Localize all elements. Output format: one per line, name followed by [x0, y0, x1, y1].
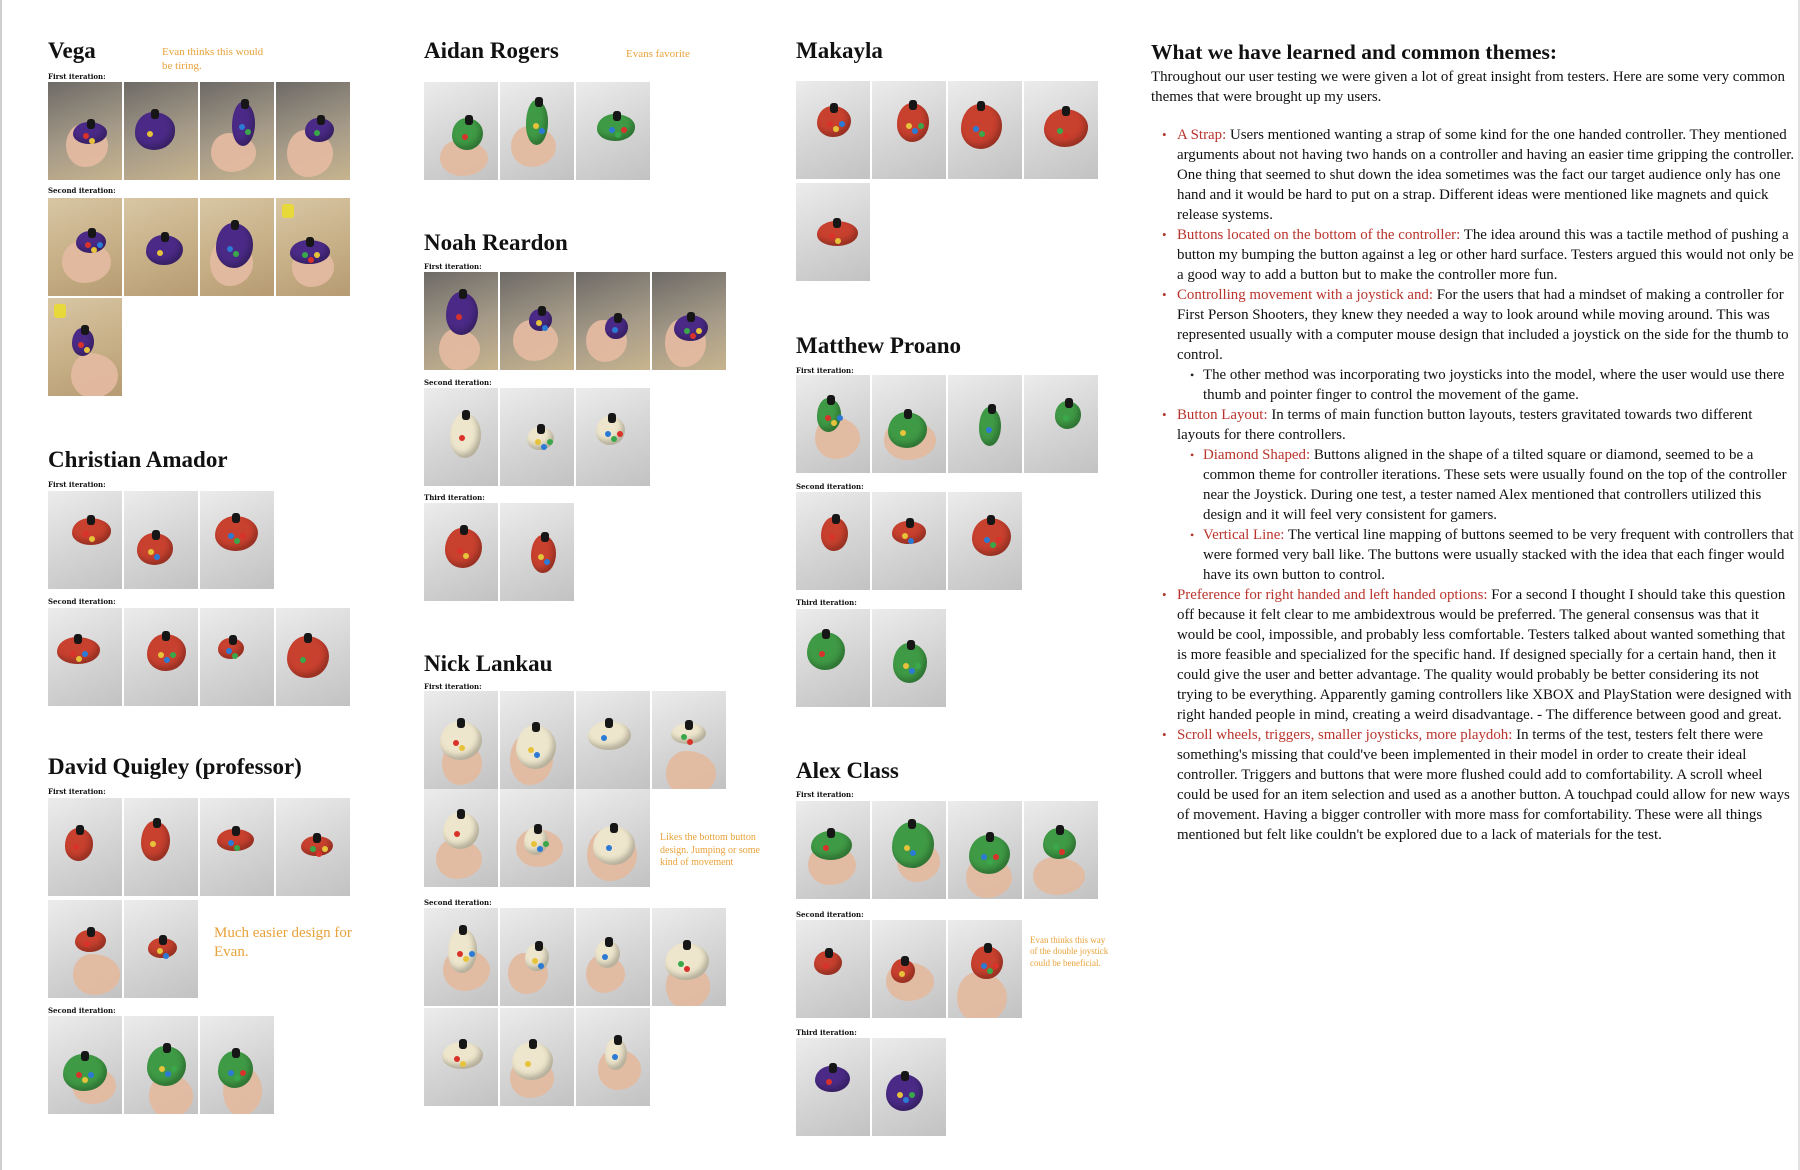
joystick-knob: [534, 824, 542, 834]
theme-text: For the users that had a mindset of making a controller for First Person Shooters, they knew they needed a way to look around while moving around. This was represented usually with a computer mouse design that included a joystick on the side for the thumb to control.: [1177, 287, 1789, 363]
user-test-photo: [796, 609, 870, 707]
theme-text: In terms of main function button layouts, testers gravitated towards two different layouts for there controllers.: [1177, 407, 1753, 443]
user-test-photo: [796, 492, 870, 590]
user-test-photo: [124, 798, 198, 896]
user-test-photo: [500, 908, 574, 1006]
joystick-knob: [306, 237, 314, 247]
button-dot: [232, 653, 238, 659]
button-dot: [819, 651, 825, 657]
user-test-photo: [200, 1016, 274, 1114]
joystick-knob: [541, 532, 549, 542]
button-dot: [1059, 849, 1065, 855]
joystick-knob: [687, 312, 695, 322]
joystick-knob: [81, 325, 89, 335]
joystick-knob: [1065, 398, 1073, 408]
joystick-knob: [462, 410, 470, 420]
joystick-knob: [88, 228, 96, 238]
joystick-knob: [529, 1039, 537, 1049]
joystick-knob: [87, 119, 95, 129]
theme-item: [1177, 285, 1795, 405]
button-dot: [987, 968, 993, 974]
joystick-knob: [535, 97, 543, 107]
button-dot: [314, 252, 320, 258]
hand-shape: [73, 954, 120, 994]
user-test-photo: [796, 183, 870, 281]
alex-note: Evan thinks this way of the double joystick could be beneficial.: [1030, 935, 1109, 968]
joystick-knob: [81, 1051, 89, 1061]
user-test-photo: [872, 1038, 946, 1136]
joystick-knob: [304, 633, 312, 643]
button-dot: [696, 328, 702, 334]
theme-label: Controlling movement with a joystick and:: [1177, 287, 1434, 303]
joystick-knob: [909, 100, 917, 110]
alex-second-iteration-label: Second iteration:: [796, 910, 864, 919]
user-test-photo: [200, 491, 274, 589]
user-test-photo: [796, 375, 870, 473]
user-test-photo: [200, 608, 274, 706]
user-test-photo: [576, 908, 650, 1006]
theme-label: Scroll wheels, triggers, smaller joysticks, more playdoh:: [1177, 727, 1513, 743]
joystick-knob: [163, 1043, 171, 1053]
button-dot: [687, 739, 693, 745]
joystick-knob: [906, 518, 914, 528]
joystick-knob: [161, 232, 169, 242]
button-dot: [539, 128, 545, 134]
button-dot: [70, 651, 76, 657]
joystick-knob: [829, 1063, 837, 1073]
joystick-knob: [153, 818, 161, 828]
theme-label: Preference for right handed and left handed options:: [1177, 587, 1488, 603]
button-dot: [981, 963, 987, 969]
joystick-knob: [313, 833, 321, 843]
user-test-photo: [796, 801, 870, 899]
tester-name-vega: Vega: [48, 38, 96, 63]
joystick-knob: [988, 404, 996, 414]
joystick-knob: [232, 1048, 240, 1058]
joystick-knob: [459, 289, 467, 299]
joystick-knob: [908, 819, 916, 829]
hand-shape: [1033, 857, 1085, 895]
joystick-knob: [901, 956, 909, 966]
button-dot: [147, 131, 153, 137]
joystick-knob: [901, 1071, 909, 1081]
user-test-photo: [424, 789, 498, 887]
user-test-photo: [652, 691, 726, 789]
button-dot: [157, 948, 163, 954]
button-dot: [159, 1066, 165, 1072]
david-first-iteration-label: First iteration:: [48, 787, 106, 796]
joystick-knob: [827, 395, 835, 405]
david-note: Much easier design for Evan.: [214, 925, 352, 960]
joystick-knob: [457, 718, 465, 728]
tester-name-david: David Quigley (professor): [48, 754, 302, 779]
user-test-photo: [500, 691, 574, 789]
button-dot: [611, 436, 617, 442]
user-test-photo: [576, 82, 650, 180]
joystick-knob: [825, 948, 833, 958]
joystick-knob: [683, 940, 691, 950]
left-page-edge: [0, 0, 2, 1170]
themes-title: What we have learned and common themes:: [1151, 40, 1558, 64]
button-dot: [454, 831, 460, 837]
user-test-photo: [872, 375, 946, 473]
theme-subtext: Buttons aligned in the shape of a tilted square or diamond, seemed to be a common theme for controller iterations. These sets were usually found on the top of the controller near the Joystick. During one test, a tester named Alex mentioned that controllers utilized this design and it will feel very consistent for gamers.: [1203, 447, 1787, 523]
button-dot: [918, 123, 924, 129]
button-dot: [606, 845, 612, 851]
theme-subitem: [1203, 445, 1795, 525]
user-test-photo: [872, 801, 946, 899]
button-dot: [902, 533, 908, 539]
button-dot: [163, 953, 169, 959]
joystick-knob: [152, 530, 160, 540]
user-test-photo: [500, 82, 574, 180]
button-dot: [234, 1075, 240, 1081]
button-dot: [1053, 844, 1059, 850]
joystick-knob: [459, 925, 467, 935]
tester-name-matthew: Matthew Proano: [796, 333, 962, 358]
button-dot: [986, 427, 992, 433]
joystick-knob: [822, 629, 830, 639]
user-test-photo: [124, 900, 198, 998]
user-test-photo: [424, 691, 498, 789]
playdoh-cup: [282, 204, 294, 218]
vega-note: Evan thinks this would be tiring.: [162, 46, 264, 72]
user-test-photo: [124, 491, 198, 589]
alex-first-iteration-label: First iteration:: [796, 790, 854, 799]
matthew-second-iteration-label: Second iteration:: [796, 482, 864, 491]
tester-name-christian: Christian Amador: [48, 447, 228, 472]
theme-sublist: [1177, 445, 1795, 585]
button-dot: [993, 963, 999, 969]
joystick-knob: [614, 1035, 622, 1045]
user-test-photo: [500, 272, 574, 370]
button-dot: [233, 251, 239, 257]
theme-label: Buttons located on the bottom of the controller:: [1177, 227, 1461, 243]
joystick-knob: [229, 635, 237, 645]
user-test-photo: [948, 81, 1022, 179]
user-test-photo: [1024, 81, 1098, 179]
joystick-knob: [830, 103, 838, 113]
joystick-knob: [610, 823, 618, 833]
joystick-knob: [241, 99, 249, 109]
joystick-knob: [87, 927, 95, 937]
joystick-knob: [987, 515, 995, 525]
button-dot: [457, 548, 463, 554]
theme-item: [1177, 225, 1795, 285]
button-dot: [826, 1079, 832, 1085]
joystick-knob: [232, 513, 240, 523]
theme-item: [1177, 725, 1795, 845]
matthew-first-iteration-label: First iteration:: [796, 366, 854, 375]
nick-note: Likes the bottom button design. Jumping or some kind of movement: [660, 832, 760, 868]
user-test-photo: [424, 272, 498, 370]
button-dot: [154, 554, 160, 560]
user-test-photo: [48, 491, 122, 589]
user-test-photo: [1024, 375, 1098, 473]
joystick-knob: [231, 220, 239, 230]
nick-first-iteration-label: First iteration:: [424, 682, 482, 691]
tester-name-makayla: Makayla: [796, 38, 883, 63]
hand-shape: [957, 972, 1007, 1018]
user-test-photo: [500, 789, 574, 887]
joystick-knob: [537, 424, 545, 434]
joystick-knob: [833, 218, 841, 228]
joystick-knob: [151, 109, 159, 119]
button-dot: [528, 747, 534, 753]
user-test-photo: [500, 1008, 574, 1106]
user-test-photo: [576, 388, 650, 486]
button-dot: [82, 651, 88, 657]
user-test-photo: [652, 272, 726, 370]
joystick-knob: [984, 943, 992, 953]
user-test-photo: [948, 920, 1022, 1018]
playdoh-cup: [54, 304, 66, 318]
user-test-photo: [424, 503, 498, 601]
user-test-photo: [124, 1016, 198, 1114]
user-test-photo: [200, 82, 274, 180]
joystick-knob: [1056, 825, 1064, 835]
theme-subtext: The vertical line mapping of buttons seemed to be very frequent with controllers that were formed very ball like. The buttons were usually stacked with the idea that each finger would have its own button to control.: [1203, 527, 1794, 583]
david-second-iteration-label: Second iteration:: [48, 1006, 116, 1015]
user-test-photo: [576, 789, 650, 887]
button-dot: [308, 257, 314, 263]
user-test-photo: [200, 198, 274, 296]
tester-name-noah: Noah Reardon: [424, 230, 568, 255]
joystick-knob: [317, 115, 325, 125]
user-test-photo: [948, 375, 1022, 473]
user-test-photo: [796, 81, 870, 179]
button-dot: [227, 246, 233, 252]
theme-label: A Strap:: [1177, 127, 1227, 143]
user-test-photo: [124, 82, 198, 180]
button-dot: [525, 1061, 531, 1067]
button-dot: [462, 134, 468, 140]
button-dot: [612, 1054, 618, 1060]
button-dot: [900, 430, 906, 436]
theme-subitem: [1203, 525, 1795, 585]
button-dot: [456, 314, 462, 320]
button-dot: [457, 951, 463, 957]
user-test-photo: [576, 1008, 650, 1106]
joystick-knob: [538, 306, 546, 316]
noah-third-iteration-label: Third iteration:: [424, 493, 485, 502]
joystick-knob: [87, 515, 95, 525]
user-test-photo: [200, 798, 274, 896]
button-dot: [684, 328, 690, 334]
matthew-third-iteration-label: Third iteration:: [796, 598, 857, 607]
button-dot: [150, 841, 156, 847]
user-test-photo: [948, 492, 1022, 590]
tester-name-aidan: Aidan Rogers: [424, 38, 559, 63]
vega-second-iteration-label: Second iteration:: [48, 186, 116, 195]
theme-sublist: [1177, 365, 1795, 405]
user-test-photo: [124, 198, 198, 296]
theme-label: Button Layout:: [1177, 407, 1268, 423]
user-test-photo: [48, 82, 122, 180]
hand-shape: [666, 751, 715, 789]
joystick-knob: [977, 101, 985, 111]
theme-sublabel: Diamond Shaped:: [1203, 447, 1311, 463]
aidan-note: Evans favorite: [626, 48, 690, 60]
button-dot: [469, 951, 475, 957]
joystick-knob: [608, 413, 616, 423]
button-dot: [463, 956, 469, 962]
button-dot: [171, 1066, 177, 1072]
joystick-knob: [460, 525, 468, 535]
user-test-photo: [48, 298, 122, 396]
button-dot: [831, 420, 837, 426]
theme-sublabel: Vertical Line:: [1203, 527, 1285, 543]
button-dot: [1063, 415, 1069, 421]
joystick-knob: [159, 935, 167, 945]
user-test-photo: [796, 920, 870, 1018]
button-dot: [605, 431, 611, 437]
button-dot: [538, 963, 544, 969]
user-test-photo: [48, 798, 122, 896]
button-dot: [316, 851, 322, 857]
christian-first-iteration-label: First iteration:: [48, 480, 106, 489]
alex-third-iteration-label: Third iteration:: [796, 1028, 857, 1037]
user-test-photo: [424, 908, 498, 1006]
button-dot: [899, 971, 905, 977]
theme-item: [1177, 585, 1795, 725]
user-test-photo: [872, 492, 946, 590]
nick-second-iteration-label: Second iteration:: [424, 898, 492, 907]
button-dot: [547, 439, 553, 445]
user-test-photo: [872, 81, 946, 179]
user-test-photo: [948, 801, 1022, 899]
button-dot: [463, 553, 469, 559]
button-dot: [825, 415, 831, 421]
theme-text: In terms of the test, testers felt there were something's missing that could've been implemented in their model in order to create their ideal controller. Triggers and buttons that were more flushed could add to comfortability. A scroll wheel could be used for an item selection and used as a another button. A touchpad could allow for new ways of movement. Having a bigger controller with more mass for comfortability. These were all things mentioned but felt like couldn't be explored due to a lack of materials for the test.: [1177, 727, 1790, 843]
user-test-photo: [48, 198, 122, 296]
user-test-photo: [424, 1008, 498, 1106]
joystick-knob: [465, 115, 473, 125]
user-test-photo: [48, 900, 122, 998]
tester-name-alex: Alex Class: [796, 758, 899, 783]
joystick-knob: [605, 937, 613, 947]
user-test-photo: [48, 608, 122, 706]
joystick-knob: [685, 720, 693, 730]
theme-text: The idea around this was a tactile method of pushing a button my bumping the button against a leg or other hard surface. Testers argued this would not only be a good way to add a button but to make the controller more fun.: [1177, 227, 1794, 283]
joystick-knob: [1062, 106, 1070, 116]
user-test-photo: [872, 609, 946, 707]
button-dot: [148, 549, 154, 555]
christian-second-iteration-label: Second iteration:: [48, 597, 116, 606]
vega-first-iteration-label: First iteration:: [48, 72, 106, 81]
button-dot: [240, 1070, 246, 1076]
button-dot: [906, 123, 912, 129]
joystick-knob: [535, 941, 543, 951]
button-dot: [534, 752, 540, 758]
joystick-knob: [827, 828, 835, 838]
theme-text: Users mentioned wanting a strap of some kind for the one handed controller. They mentioned arguments about not having two hands on a controller and having an easier time gripping the controller. One thing that seemed to shut down the idea sometimes was the fact our target audience only has one hand and it would be hard to put on a strap. Different ideas were mentioned like magnets and quick release systems.: [1177, 127, 1795, 223]
button-dot: [908, 538, 914, 544]
user-test-photo: [48, 1016, 122, 1114]
button-dot: [904, 845, 910, 851]
joystick-knob: [74, 634, 82, 644]
user-test-photo: [652, 908, 726, 1006]
button-dot: [910, 850, 916, 856]
user-test-photo: [796, 1038, 870, 1136]
button-dot: [302, 252, 308, 258]
joystick-knob: [613, 111, 621, 121]
joystick-knob: [76, 825, 84, 835]
user-test-photo: [1024, 801, 1098, 899]
button-dot: [535, 439, 541, 445]
button-dot: [912, 128, 918, 134]
joystick-knob: [907, 640, 915, 650]
joystick-knob: [162, 631, 170, 641]
button-dot: [690, 333, 696, 339]
user-test-photo: [576, 272, 650, 370]
button-dot: [228, 1070, 234, 1076]
joystick-knob: [232, 826, 240, 836]
joystick-knob: [986, 832, 994, 842]
button-dot: [617, 431, 623, 437]
noah-first-iteration-label: First iteration:: [424, 262, 482, 271]
noah-second-iteration-label: Second iteration:: [424, 378, 492, 387]
user-test-photo: [276, 798, 350, 896]
user-test-photo: [276, 82, 350, 180]
themes-intro: Throughout our user testing we were given a lot of great insight from testers. Here are some very common themes that were brought up my users.: [1151, 69, 1785, 105]
theme-item: [1177, 405, 1795, 585]
hand-shape: [71, 353, 118, 396]
button-dot: [532, 958, 538, 964]
user-test-photo: [124, 608, 198, 706]
theme-subtext: The other method was incorporating two joysticks into the model, where the user would use there thumb and pointer finger to control the movement of the game.: [1203, 367, 1785, 403]
themes-list: [1160, 125, 1795, 845]
button-dot: [612, 327, 618, 333]
user-test-photo: [424, 82, 498, 180]
button-dot: [541, 444, 547, 450]
joystick-knob: [532, 722, 540, 732]
button-dot: [837, 415, 843, 421]
joystick-knob: [614, 313, 622, 323]
button-dot: [823, 963, 829, 969]
user-test-photo: [872, 920, 946, 1018]
tester-name-nick: Nick Lankau: [424, 651, 553, 676]
user-test-photo: [500, 388, 574, 486]
theme-item: [1177, 125, 1795, 225]
theme-text: For a second I thought I should take this question off because it felt clear to me ambidextrous would be preferred. The general consensus was that it would be cool, impossible, and probably less comfortable. Testers talked about wanted something that is more feasible and specialized for the specific hand. If designed specially for a certain hand, then it could give the user and better advantage. The quality would probably be better considering its not trying to be everything. Apparently gaming controllers like XBOX and PlayStation were designed with right handed people in mind, creating a weird disadvantage. - The difference between good and great.: [1177, 587, 1792, 723]
user-test-photo: [424, 388, 498, 486]
button-dot: [76, 656, 82, 662]
button-dot: [165, 1071, 171, 1077]
user-test-photo: [500, 503, 574, 601]
button-dot: [533, 123, 539, 129]
joystick-knob: [605, 718, 613, 728]
joystick-knob: [832, 514, 840, 524]
joystick-knob: [904, 409, 912, 419]
button-dot: [300, 657, 306, 663]
user-test-photo: [276, 198, 350, 296]
theme-subitem: [1203, 365, 1795, 405]
user-test-photo: [276, 608, 350, 706]
joystick-knob: [457, 809, 465, 819]
user-test-photo: [576, 691, 650, 789]
joystick-knob: [459, 1039, 467, 1049]
